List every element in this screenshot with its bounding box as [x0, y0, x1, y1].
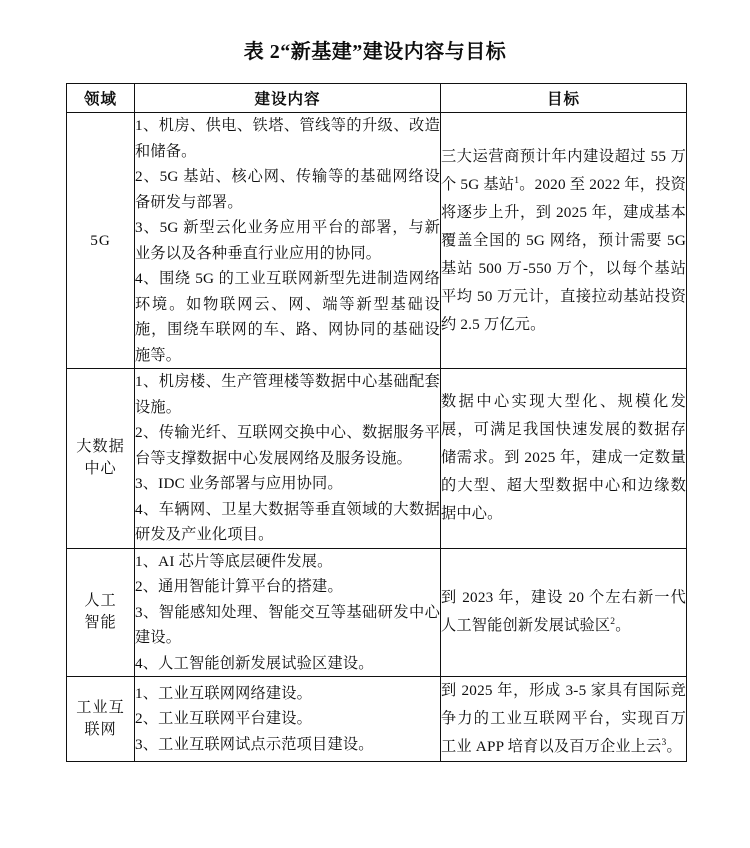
goal-text-after: 。2020 至 2022 年，投资将逐步上升，到 2025 年，建成基本覆盖全国的 5G 网络，预计需要 5G 基站 500 万-550 万个，以每个基站平均 50 万元计，直接拉动基站投资约 2.5 万亿元。 — [441, 175, 686, 333]
footnote-ref: 2 — [610, 617, 616, 628]
domain-label-line: 人工 — [84, 592, 117, 610]
table-header-row — [67, 84, 687, 113]
footnote-ref: 1 — [514, 175, 520, 186]
goal-text-before: 数据中心实现大型化、规模化发展，可满足我国快速发展的数据存储需求。到 2025 年，建成一定数量的大型、超大型数据中心和边缘数据中心。 — [441, 393, 686, 523]
content-text: 1、机房、供电、铁塔、管线等的升级、改造和储备。 2、5G 基站、核心网、传输等的基础网络设备研发与部署。 3、5G 新型云化业务应用平台的部署，与新业务以及各种垂直行业应用的协同。 4、围绕 5G 的工业互联网新型先进制造网络环境。如物联网云、网、端等新型基础设施，围绕车联网的车、路、网协同的基础设施等。 — [135, 117, 440, 364]
content-text: 1、机房楼、生产管理楼等数据中心基础配套设施。 2、传输光纤、互联网交换中心、数据服务平台等支撑数据中心发展网络及服务设施。 3、IDC 业务部署与应用协同。 4、车辆网、卫星大数据等垂直领域的大数据研发及产业化项目。 — [135, 373, 440, 543]
cell-content — [135, 369, 441, 549]
domain-label-line: 工业互 — [76, 699, 125, 716]
page-title: 表 2“新基建”建设内容与目标 — [243, 41, 507, 63]
goal-text-after: 。 — [615, 617, 631, 635]
cell-content — [135, 548, 441, 677]
column-header-domain: 领域 — [67, 84, 135, 113]
goal-text — [441, 388, 686, 528]
table-row — [67, 677, 687, 762]
cell-goal — [441, 369, 687, 549]
content-text: 1、工业互联网网络建设。 2、工业互联网平台建设。 3、工业互联网试点示范项目建设。 — [135, 684, 374, 753]
goal-text — [441, 143, 686, 339]
cell-goal — [441, 548, 687, 677]
table-body — [67, 113, 687, 762]
column-header-goal: 目标 — [441, 84, 687, 113]
cell-content — [135, 677, 441, 762]
new-infrastructure-table — [66, 83, 687, 762]
goal-text — [441, 584, 686, 640]
table-row — [67, 548, 687, 677]
goal-text-before: 三大运营商预计年内建设超过 55 万个 5G 基站 — [441, 147, 686, 193]
cell-domain — [67, 113, 135, 369]
domain-label-line: 中心 — [84, 460, 117, 478]
cell-domain — [67, 677, 135, 762]
table-header — [67, 84, 687, 113]
cell-domain — [67, 548, 135, 677]
goal-text-before: 到 2023 年，建设 20 个左右新一代人工智能创新发展试验区 — [441, 589, 686, 635]
domain-label-line: 智能 — [84, 614, 117, 632]
goal-text-after: 。 — [666, 738, 682, 755]
domain-label-line: 联网 — [84, 721, 117, 738]
cell-domain — [67, 369, 135, 549]
cell-content — [135, 113, 441, 369]
goal-text-before: 到 2025 年，形成 3-5 家具有国际竞争力的工业互联网平台，实现百万工业 APP 培育以及百万企业上云 — [441, 682, 686, 755]
table-row — [67, 113, 687, 369]
cell-goal — [441, 113, 687, 369]
footnote-ref: 3 — [661, 737, 667, 748]
domain-label-line: 大数据 — [76, 438, 125, 456]
content-text: 1、AI 芯片等底层硬件发展。 2、通用智能计算平台的搭建。 3、智能感知处理、智能交互等基础研发中心建设。 4、人工智能创新发展试验区建设。 — [135, 552, 440, 672]
table-row — [67, 369, 687, 549]
column-header-content: 建设内容 — [135, 84, 441, 113]
domain-label-line: 5G — [90, 231, 111, 249]
table-container — [66, 83, 686, 762]
goal-text — [441, 677, 686, 761]
cell-goal — [441, 677, 687, 762]
